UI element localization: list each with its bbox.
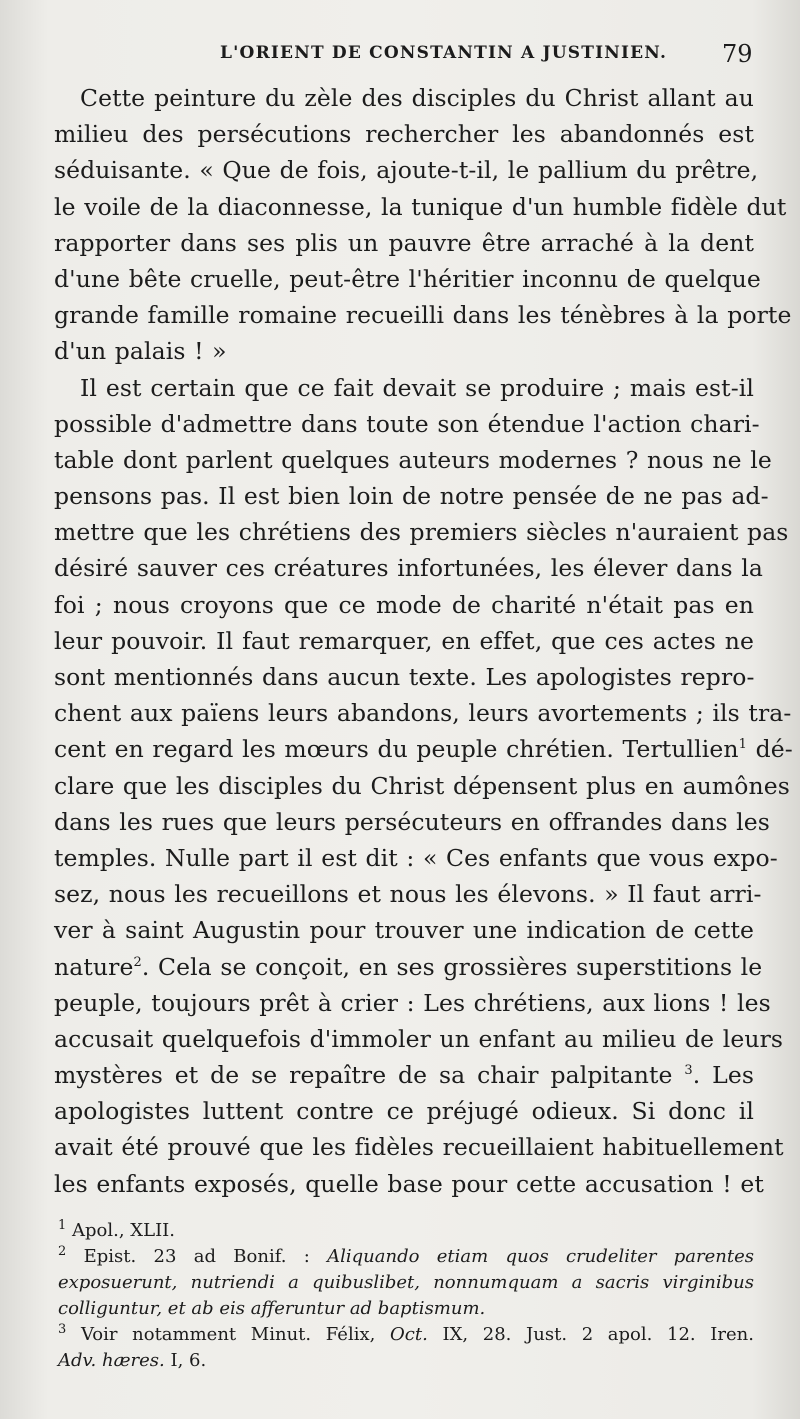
body-line-15: foi ; nous croyons que ce mode de charité n'était pas en — [54, 590, 754, 619]
footnote-3-mark: 3 — [58, 1322, 67, 1337]
body-line-20: clare que les disciples du Christ dépensent plus en aumônes — [54, 771, 790, 800]
body-line-17: sont mentionnés dans aucun texte. Les apologistes repro- — [54, 663, 755, 691]
body-line-12: pensons pas. Il est bien loin de notre pensée de ne pas ad- — [54, 482, 769, 511]
footnote-2-lead: Epist. 23 ad Bonif. : — [83, 1246, 328, 1267]
footnote-3-adv: Adv. hæres. — [58, 1350, 165, 1371]
page-number: 79 — [722, 40, 753, 68]
body-line-9: Il est certain que ce fait devait se produire ; mais est-il — [80, 373, 754, 402]
body-line-30: avait été prouvé que les fidèles recueillaient habituellement — [54, 1133, 784, 1162]
body-line-25 — [54, 949, 763, 985]
body-line-7: grande famille romaine recueilli dans les ténèbres à la porte — [54, 301, 792, 330]
body-line-28-tail: . Les — [692, 1061, 754, 1090]
body-line-19-head: cent en regard les mœurs du peuple chrétien. Tertullien — [54, 735, 739, 764]
footnotes — [58, 1218, 754, 1374]
body-line-25-head: nature — [54, 952, 134, 981]
footnote-ref-3: 3 — [684, 1063, 693, 1079]
body-line-14: désiré sauver ces créatures infortunées, les élever dans la — [54, 554, 763, 583]
footnote-ref-2: 2 — [133, 954, 142, 970]
footnote-3-oct: Oct. — [390, 1324, 428, 1345]
body-line-6: d'une bête cruelle, peut-être l'héritier inconnu de quelque — [54, 264, 761, 293]
body-line-18: chent aux païens leurs abandons, leurs avortements ; ils tra- — [54, 699, 792, 728]
body-line-21: dans les rues que leurs persécuteurs en offrandes dans les — [54, 807, 770, 836]
body-line-28 — [54, 1057, 754, 1093]
body-line-10: possible d'admettre dans toute son étendue l'action chari- — [54, 409, 760, 438]
body-line-8: d'un palais ! » — [54, 337, 227, 366]
footnote-1-mark: 1 — [58, 1218, 67, 1233]
footnote-2 — [58, 1244, 754, 1270]
body-line-24: ver à saint Augustin pour trouver une indication de cette — [54, 916, 754, 945]
footnote-2-line-3: colliguntur, et ab eis afferuntur ad baptismum. — [58, 1298, 486, 1319]
footnote-ref-1: 1 — [738, 737, 748, 753]
footnote-2-mark: 2 — [58, 1244, 67, 1259]
footnote-1 — [58, 1218, 754, 1244]
footnote-2-line-2: exposuerunt, nutriendi a quibuslibet, nonnumquam a sacris virginibus — [58, 1272, 754, 1293]
body-line-13: mettre que les chrétiens des premiers siècles n'auraient pas — [54, 518, 789, 547]
body-line-28-head: mystères et de se repaître de sa chair palpitante — [54, 1061, 673, 1090]
body-line-23: sez, nous les recueillons et nous les élevons. » Il faut arri- — [54, 880, 762, 909]
body-line-31: les enfants exposés, quelle base pour cette accusation ! et — [54, 1169, 764, 1198]
body-line-16: leur pouvoir. Il faut remarquer, en effet, que ces actes ne — [54, 626, 754, 655]
body-line-27: accusait quelquefois d'immoler un enfant au milieu de leurs — [54, 1024, 784, 1053]
body-line-2: milieu des persécutions rechercher les abandonnés est — [54, 120, 754, 149]
body-line-5: rapporter dans ses plis un pauvre être arraché à la dent — [54, 228, 754, 257]
body-line-1: Cette peinture du zèle des disciples du Christ allant au — [80, 84, 754, 112]
body-line-11: table dont parlent quelques auteurs modernes ? nous ne le — [54, 445, 772, 474]
footnote-3-ref: IX, 28. Just. 2 apol. 12. Iren. — [427, 1324, 754, 1345]
body-line-3: séduisante. « Que de fois, ajoute-t-il, le pallium du prêtre, — [54, 156, 759, 185]
footnote-1-text: Apol., XLII. — [72, 1220, 176, 1241]
body-line-19 — [54, 731, 793, 767]
footnote-2-quote-1: Aliquando etiam quos crudeliter parentes — [327, 1246, 754, 1267]
footnote-3 — [58, 1322, 754, 1348]
page-header — [0, 38, 800, 78]
body-line-29: apologistes luttent contre ce préjugé odieux. Si donc il — [54, 1097, 754, 1126]
body-line-22: temples. Nulle part il est dit : « Ces enfants que vous expo- — [54, 843, 778, 872]
running-title: L'ORIENT DE CONSTANTIN A JUSTINIEN. — [220, 43, 668, 63]
body-text — [54, 80, 793, 1202]
body-line-26: peuple, toujours prêt à crier : Les chrétiens, aux lions ! les — [54, 988, 771, 1017]
body-line-4: le voile de la diaconnesse, la tunique d'un humble fidèle dut — [54, 192, 787, 221]
body-line-25-tail: . Cela se conçoit, en ses grossières superstitions le — [141, 952, 763, 981]
footnote-3-lead: Voir notamment Minut. Félix, — [80, 1324, 390, 1345]
body-line-19-tail: dé- — [755, 735, 793, 764]
footnote-3-line-2 — [58, 1348, 754, 1374]
footnote-3-end: I, 6. — [164, 1350, 207, 1371]
